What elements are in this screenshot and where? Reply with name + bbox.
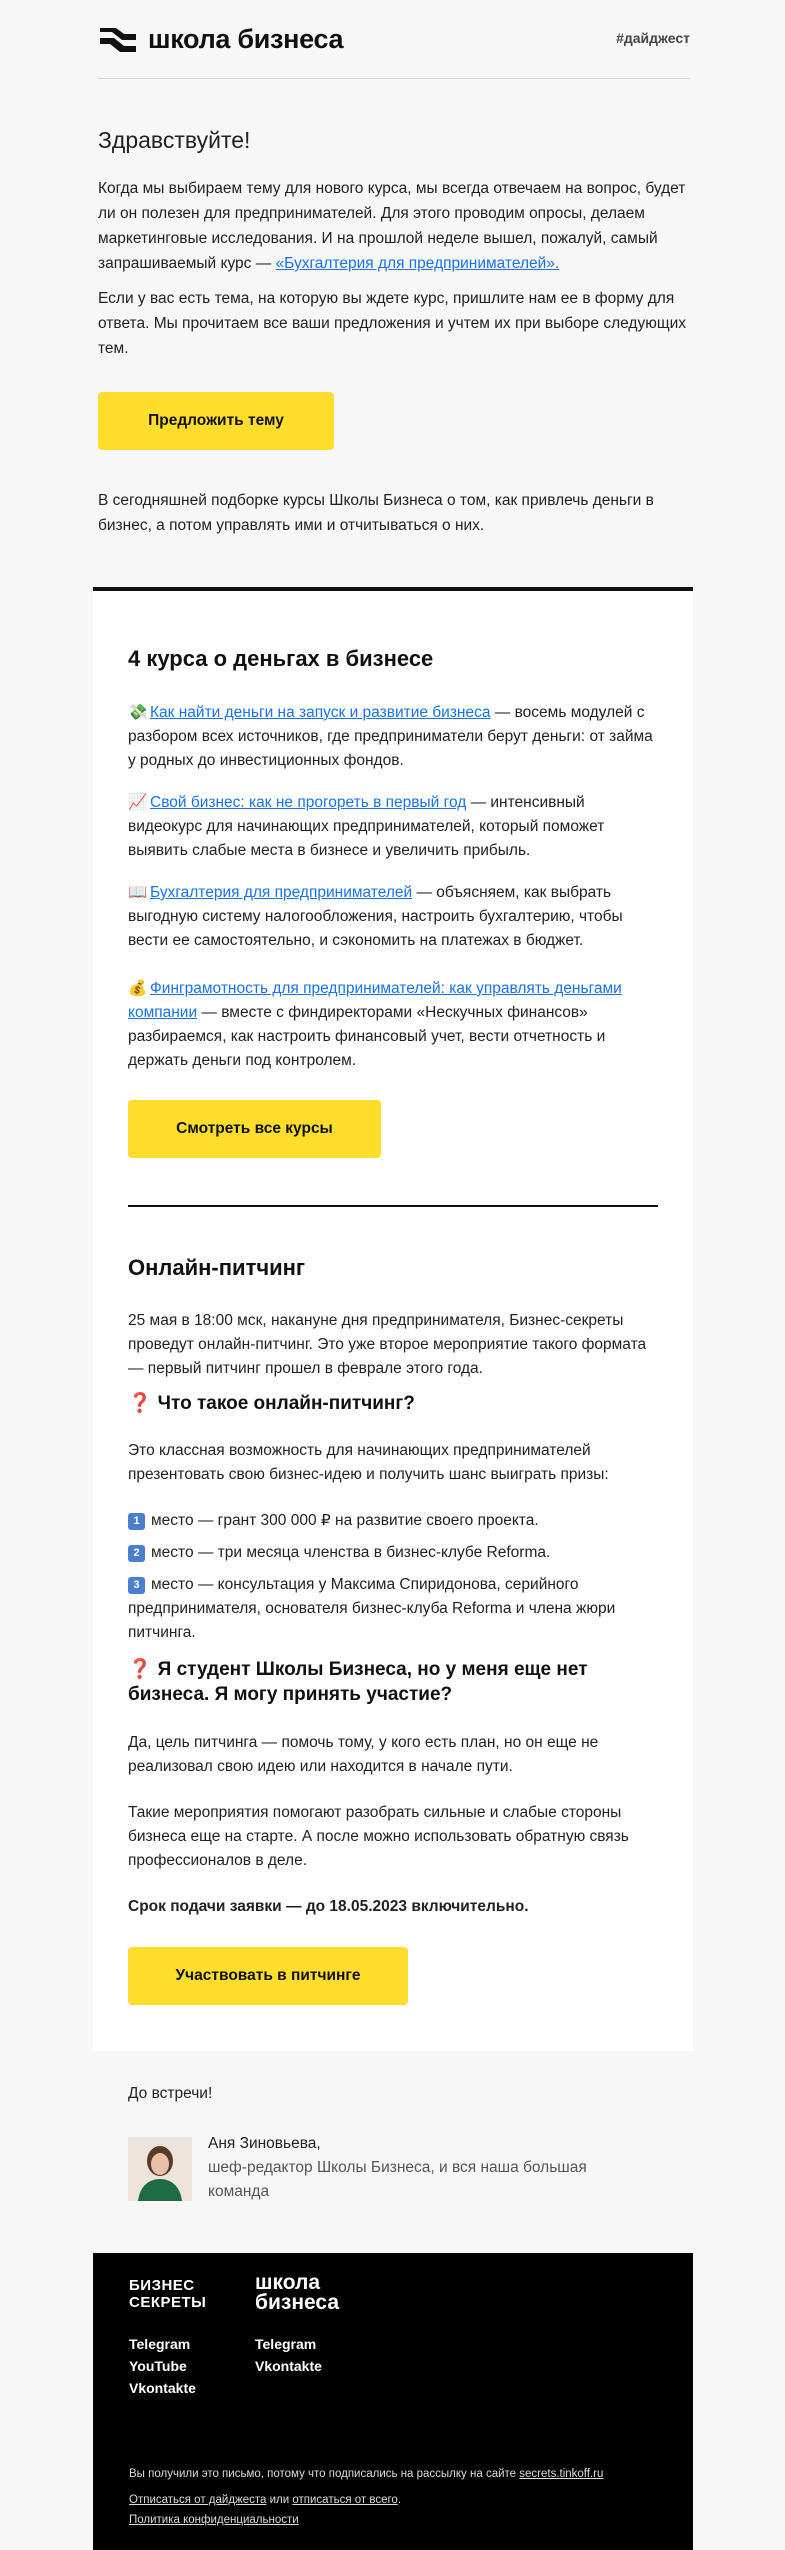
join-pitching-button[interactable]: Участвовать в питчинге [128, 1947, 408, 2005]
course-link-fin-literacy[interactable]: Финграмотность для предпринимателей: как управлять деньгами компании [128, 980, 622, 1021]
prize-item: 2 место — три месяца членства в бизнес-клубе Reforma. [128, 1541, 658, 1565]
school-footer-logo[interactable]: школа бизнеса [255, 2271, 340, 2314]
pitching-title: Онлайн-питчинг [128, 1255, 306, 1280]
course-item: 📖 Бухгалтерия для предпринимателей — объясняем, как выбрать выгодную систему налогообложения, настроить бухгалтерию, чтобы вести ее самостоятельно, и сэкономить на платежах в бюджет. [128, 881, 658, 953]
avatar [128, 2137, 192, 2201]
courses-title: 4 курса о деньгах в бизнесе [128, 646, 434, 671]
number-1-icon: 1 [128, 1513, 145, 1530]
author-name: Аня Зиновьева, [208, 2135, 321, 2152]
suggest-topic-button[interactable]: Предложить тему [98, 392, 334, 450]
all-courses-button[interactable]: Смотреть все курсы [128, 1100, 381, 1158]
course-link-funding[interactable]: Как найти деньги на запуск и развитие бизнеса [150, 704, 491, 721]
question-2-answer-1: Да, цель питчинга — помочь тому, у кого есть план, но он еще не реализовал свою идею или находится в начале пути. [128, 1734, 599, 1775]
content-card [93, 587, 693, 2051]
vkontakte-link[interactable]: Vkontakte [129, 2380, 196, 2396]
vkontakte-link[interactable]: Vkontakte [255, 2358, 322, 2374]
signature-text [208, 2132, 628, 2204]
farewell: До встречи! [128, 2085, 213, 2102]
question-2-answer-2: Такие мероприятия помогают разобрать сильные и слабые стороны бизнеса еще на старте. А после можно использовать обратную связь профессионалов в деле. [128, 1804, 629, 1869]
secrets-social-links [129, 2333, 196, 2399]
accounting-course-link[interactable]: «Бухгалтерия для предпринимателей». [275, 255, 560, 272]
money-bag-icon: 💰 [128, 980, 148, 997]
logo-icon [98, 24, 138, 54]
deadline-text: Срок подачи заявки — до 18.05.2023 включительно. [128, 1898, 529, 1915]
intro-section [98, 126, 690, 371]
digest-tag: #дайджест [616, 30, 690, 46]
site-link[interactable]: secrets.tinkoff.ru [519, 2468, 604, 2480]
intro-paragraph-3: В сегодняшней подборке курсы Школы Бизнеса о том, как привлечь деньги в бизнес, а потом управлять ими и отчитываться о них. [98, 492, 654, 534]
number-2-icon: 2 [128, 1545, 145, 1562]
author-role: шеф-редактор Школы Бизнеса, и вся наша большая команда [208, 2159, 587, 2200]
email-header [98, 22, 690, 79]
number-3-icon: 3 [128, 1577, 145, 1594]
course-link-accounting[interactable]: Бухгалтерия для предпринимателей [150, 884, 413, 901]
unsubscribe-all-link[interactable]: отписаться от всего [292, 2494, 398, 2506]
business-secrets-logo[interactable]: БИЗНЕС СЕКРЕТЫ [129, 2277, 207, 2311]
question-1-answer: Это классная возможность для начинающих предпринимателей презентовать свою бизнес-идею и получить шанс выиграть призы: [128, 1442, 609, 1483]
question-1: ❓ Что такое онлайн-питчинг? [128, 1393, 415, 1414]
privacy-policy-link[interactable]: Политика конфиденциальности [129, 2514, 299, 2526]
intro-paragraph-2: Если у вас есть тема, на которую вы ждете курс, пришлите нам ее в форму для ответа. Мы прочитаем все ваши предложения и учтем их при выборе следующих тем. [98, 290, 687, 357]
email-footer [93, 2253, 693, 2550]
logo-text: школа бизнеса [148, 23, 344, 54]
section-divider [128, 1205, 658, 1207]
course-link-first-year[interactable]: Свой бизнес: как не прогореть в первый год [150, 794, 467, 811]
intro-paragraph-1: Когда мы выбираем тему для нового курса, мы всегда отвечаем на вопрос, будет ли он полезен для предпринимателей. Для этого проводим опросы, делаем маркетинговые исследования. И на прошлой неделе вышел, пожалуй, самый запрашиваемый курс — «Бухгалтерия для предпринимателей». [98, 180, 686, 272]
telegram-link[interactable]: Telegram [129, 2336, 191, 2352]
greeting: Здравствуйте! [98, 127, 251, 153]
course-item: 💰 Финграмотность для предпринимателей: как управлять деньгами компании — вместе с финдиректорами «Нескучных финансов» разбираемся, как настроить финансовый учет, вести отчетность и держать деньги под контролем. [128, 977, 658, 1073]
subscription-note: Вы получили это письмо, потому что подписались на рассылку на сайте secrets.tinkoff.ru [129, 2468, 604, 2480]
course-item: 📈 Свой бизнес: как не прогореть в первый год — интенсивный видеокурс для начинающих предпринимателей, который поможет выявить слабые места в бизнесе и увеличить прибыль. [128, 791, 658, 863]
course-item: 💸 Как найти деньги на запуск и развитие бизнеса — восемь модулей с разбором всех источников, где предприниматели берут деньги: от займа у родных до инвестиционных фондов. [128, 701, 658, 773]
unsubscribe-row: Отписаться от дайджеста или отписаться от всего. [129, 2494, 402, 2506]
school-logo[interactable] [98, 22, 343, 56]
unsubscribe-digest-link[interactable]: Отписаться от дайджеста [129, 2494, 267, 2506]
question-2: ❓ Я студент Школы Бизнеса, но у меня еще нет бизнеса. Я могу принять участие? [128, 1659, 588, 1705]
chart-up-icon: 📈 [128, 794, 148, 811]
prize-item: 3 место — консультация у Максима Спиридонова, серийного предпринимателя, основателя бизнес-клуба Reforma и члена жюри питчинга. [128, 1576, 616, 1641]
question-mark-icon: ❓ [128, 1393, 152, 1414]
telegram-link[interactable]: Telegram [255, 2336, 317, 2352]
footer-note [129, 2464, 669, 2530]
school-social-links [255, 2333, 322, 2377]
avatar-portrait [128, 2137, 192, 2201]
privacy-row [129, 2510, 669, 2530]
book-icon: 📖 [128, 884, 148, 901]
money-wings-icon: 💸 [128, 704, 148, 721]
question-mark-icon: ❓ [128, 1659, 152, 1680]
pitching-intro: 25 мая в 18:00 мск, накануне дня предпринимателя, Бизнес-секреты проведут онлайн-питчинг. Это уже второе мероприятие такого формата — первый питчинг прошел в феврале этого года. [128, 1312, 647, 1377]
prize-item: 1 место — грант 300 000 ₽ на развитие своего проекта. [128, 1509, 658, 1533]
youtube-link[interactable]: YouTube [129, 2358, 187, 2374]
